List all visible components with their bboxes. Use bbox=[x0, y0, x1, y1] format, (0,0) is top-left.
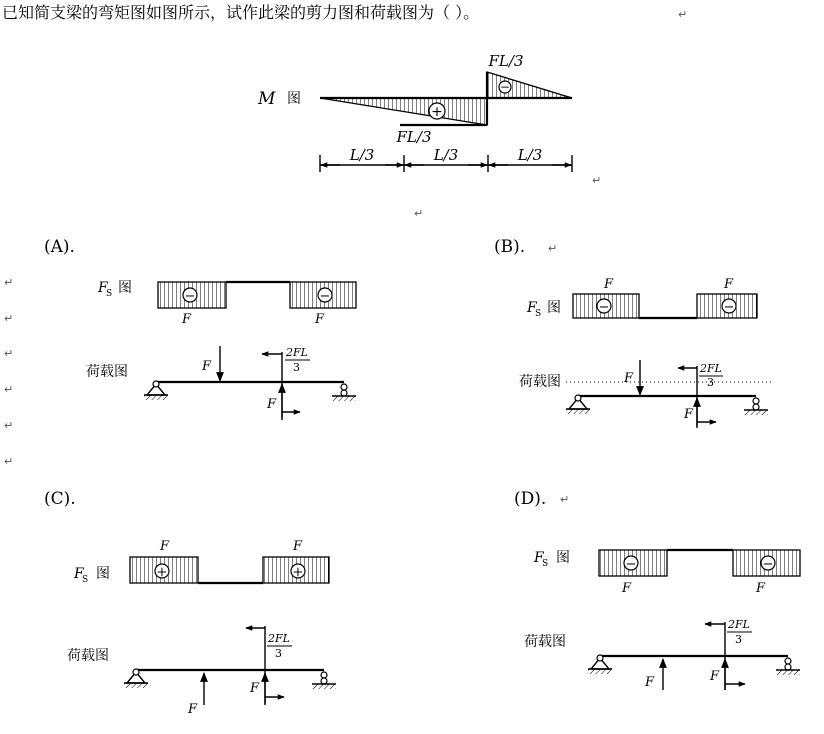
paragraph-mark: ↵ bbox=[548, 242, 558, 255]
option-b[interactable] bbox=[494, 237, 772, 428]
moment-numerator: 2FL bbox=[700, 362, 722, 375]
shear-label-f: F bbox=[98, 280, 108, 296]
option-label: (C). bbox=[44, 489, 76, 509]
moment-diagram bbox=[257, 52, 601, 220]
shear-label-sub: S bbox=[535, 309, 542, 319]
force-label: F bbox=[684, 407, 694, 422]
load-diagram-label: 荷载图 bbox=[519, 374, 561, 390]
force-label: F bbox=[624, 371, 634, 386]
shear-label-f: F bbox=[534, 550, 544, 566]
moment-label-m: M bbox=[258, 89, 276, 109]
paragraph-mark: ↵ bbox=[560, 493, 570, 506]
force-label: F bbox=[188, 702, 198, 717]
shear-value-label: F bbox=[724, 277, 734, 292]
shear-value-label: F bbox=[604, 277, 614, 292]
force-label: F bbox=[202, 359, 212, 374]
shear-label-tu: 图 bbox=[556, 550, 570, 566]
shear-value-label: F bbox=[182, 312, 192, 327]
plus-sign: + bbox=[156, 565, 168, 580]
minus-sign: − bbox=[762, 557, 774, 572]
moment-peak-top: FL/3 bbox=[488, 52, 524, 70]
moment-numerator: 2FL bbox=[728, 618, 750, 631]
load-diagram-label: 荷载图 bbox=[86, 364, 128, 380]
shear-value-label: F bbox=[293, 539, 303, 554]
moment-denominator: 3 bbox=[275, 647, 282, 660]
shear-label-f: F bbox=[74, 566, 84, 582]
paragraph-mark: ↵ bbox=[414, 207, 424, 220]
roller-support bbox=[312, 672, 336, 689]
paragraph-mark: ↵ bbox=[592, 174, 602, 187]
minus-sign: − bbox=[625, 557, 637, 572]
force-label: F bbox=[267, 397, 277, 412]
shear-label-sub: S bbox=[106, 289, 113, 299]
moment-numerator: 2FL bbox=[286, 346, 308, 359]
shear-value-label: F bbox=[315, 312, 325, 327]
pin-support bbox=[144, 381, 168, 400]
moment-numerator: 2FL bbox=[268, 632, 290, 645]
minus-sign: − bbox=[723, 300, 735, 315]
option-c[interactable] bbox=[44, 489, 336, 717]
plus-sign: + bbox=[292, 565, 304, 580]
shear-label-tu: 图 bbox=[96, 566, 110, 582]
minus-sign: − bbox=[184, 289, 196, 304]
shear-label-tu: 图 bbox=[547, 300, 561, 316]
shear-value-label: F bbox=[622, 581, 632, 596]
roller-support bbox=[744, 398, 768, 415]
minus-sign: − bbox=[319, 289, 331, 304]
shear-label-sub: S bbox=[542, 559, 549, 569]
paragraph-mark: ↵ bbox=[4, 347, 14, 360]
shear-label-tu: 图 bbox=[118, 280, 132, 296]
dimension-label: L/3 bbox=[349, 146, 375, 164]
minus-sign: − bbox=[598, 300, 610, 315]
paragraph-mark: ↵ bbox=[678, 8, 688, 21]
paragraph-mark: ↵ bbox=[4, 383, 14, 396]
force-label: F bbox=[710, 669, 720, 684]
moment-peak-bottom: FL/3 bbox=[396, 128, 432, 146]
plus-sign: + bbox=[431, 104, 443, 120]
load-diagram-label: 荷载图 bbox=[67, 648, 109, 664]
option-label: (D). bbox=[514, 489, 547, 509]
paragraph-mark: ↵ bbox=[4, 419, 14, 432]
roller-support bbox=[776, 658, 800, 675]
pin-support bbox=[566, 395, 590, 414]
shear-value-label: F bbox=[756, 581, 766, 596]
shear-label-f: F bbox=[527, 300, 537, 316]
shear-value-label: F bbox=[160, 539, 170, 554]
option-label: (B). bbox=[494, 237, 526, 257]
dimension-label: L/3 bbox=[517, 146, 543, 164]
option-label: (A). bbox=[44, 237, 75, 257]
option-a[interactable] bbox=[44, 237, 356, 420]
paragraph-mark: ↵ bbox=[4, 312, 14, 325]
paragraph-mark: ↵ bbox=[4, 455, 14, 468]
moment-label-tu: 图 bbox=[287, 91, 301, 107]
question-text: 已知简支梁的弯矩图如图所示，试作此梁的剪力图和荷载图为（ ）。 bbox=[2, 3, 480, 22]
dimension-label: L/3 bbox=[433, 146, 459, 164]
load-diagram-label: 荷载图 bbox=[524, 634, 566, 650]
shear-label-sub: S bbox=[82, 575, 89, 585]
moment-denominator: 3 bbox=[735, 633, 742, 646]
pin-support bbox=[588, 655, 612, 674]
moment-denominator: 3 bbox=[707, 376, 714, 389]
force-label: F bbox=[250, 681, 260, 696]
pin-support bbox=[124, 669, 148, 688]
roller-support bbox=[332, 384, 356, 401]
force-label: F bbox=[645, 675, 655, 690]
minus-sign: − bbox=[499, 80, 511, 94]
option-d[interactable] bbox=[514, 489, 800, 690]
moment-positive-region bbox=[320, 98, 487, 125]
paragraph-mark: ↵ bbox=[4, 276, 14, 289]
moment-denominator: 3 bbox=[293, 361, 300, 374]
